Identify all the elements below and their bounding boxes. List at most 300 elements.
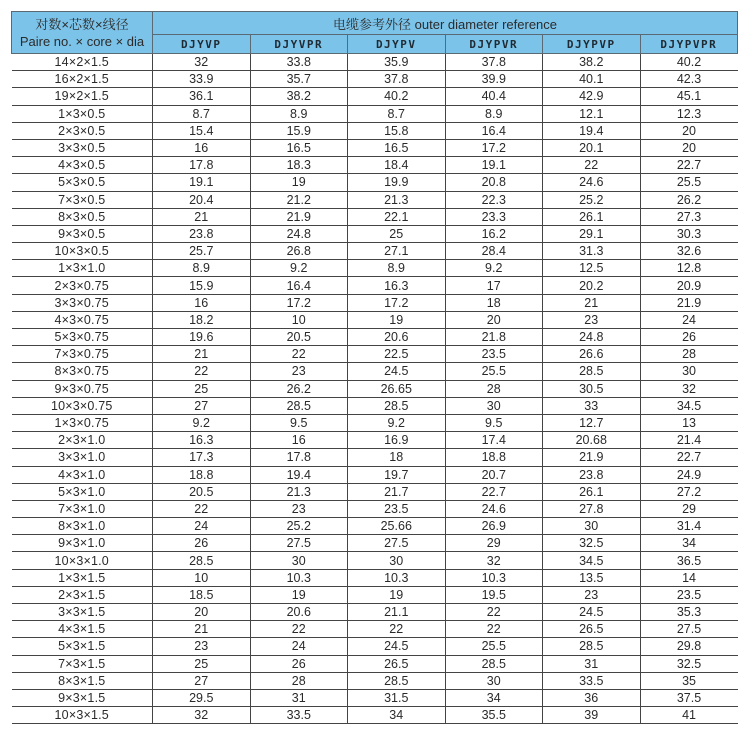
table-row xyxy=(12,449,738,466)
diameter-cell-djypv: 19.7 xyxy=(348,466,446,483)
diameter-cell-djypvpr: 32 xyxy=(640,380,738,397)
diameter-cell-djypv: 18.4 xyxy=(348,157,446,174)
model-header-djypvp: DJYPVP xyxy=(543,35,641,54)
diameter-cell-djyvpr: 10.3 xyxy=(250,569,348,586)
diameter-cell-djyvpr: 22 xyxy=(250,346,348,363)
spec-header-chinese: 对数×芯数×线径 xyxy=(35,16,129,32)
diameter-cell-djypv: 16.5 xyxy=(348,139,446,156)
diameter-cell-djypvpr: 34.5 xyxy=(640,397,738,414)
diameter-cell-djyvp: 17.8 xyxy=(153,157,251,174)
spec-cell: 16×2×1.5 xyxy=(12,71,153,88)
diameter-cell-djypvr: 28.4 xyxy=(445,243,543,260)
diameter-cell-djyvp: 8.9 xyxy=(153,260,251,277)
diameter-cell-djypvr: 22.7 xyxy=(445,483,543,500)
table-row xyxy=(12,105,738,122)
diameter-cell-djypvpr: 32.6 xyxy=(640,243,738,260)
diameter-cell-djyvpr: 27.5 xyxy=(250,535,348,552)
diameter-cell-djyvpr: 33.8 xyxy=(250,54,348,71)
diameter-cell-djypv: 27.1 xyxy=(348,243,446,260)
diameter-cell-djypvr: 24.6 xyxy=(445,500,543,517)
model-header-djypv: DJYPV xyxy=(348,35,446,54)
diameter-cell-djypvpr: 30 xyxy=(640,363,738,380)
diameter-cell-djypvp: 32.5 xyxy=(543,535,641,552)
diameter-cell-djypvr: 19.1 xyxy=(445,157,543,174)
diameter-cell-djypvr: 23.3 xyxy=(445,208,543,225)
spec-cell: 9×3×1.5 xyxy=(12,689,153,706)
diameter-cell-djypv: 24.5 xyxy=(348,638,446,655)
spec-cell: 14×2×1.5 xyxy=(12,54,153,71)
diameter-cell-djyvp: 25.7 xyxy=(153,243,251,260)
diameter-cell-djyvp: 18.2 xyxy=(153,311,251,328)
diameter-cell-djyvpr: 16.5 xyxy=(250,139,348,156)
model-header-djyvp: DJYVP xyxy=(153,35,251,54)
spec-cell: 3×3×0.75 xyxy=(12,294,153,311)
diameter-cell-djyvp: 22 xyxy=(153,500,251,517)
diameter-cell-djyvpr: 18.3 xyxy=(250,157,348,174)
diameter-cell-djyvpr: 20.6 xyxy=(250,604,348,621)
diameter-cell-djypvp: 24.8 xyxy=(543,329,641,346)
model-header-djypvr: DJYPVR xyxy=(445,35,543,54)
diameter-cell-djypvp: 31 xyxy=(543,655,641,672)
diameter-cell-djypvpr: 36.5 xyxy=(640,552,738,569)
diameter-cell-djypv: 26.5 xyxy=(348,655,446,672)
diameter-cell-djyvpr: 19.4 xyxy=(250,466,348,483)
diameter-cell-djypvr: 21.8 xyxy=(445,329,543,346)
diameter-cell-djyvp: 24 xyxy=(153,518,251,535)
cable-diameter-table-container xyxy=(11,11,737,724)
diameter-cell-djyvp: 33.9 xyxy=(153,71,251,88)
diameter-cell-djyvp: 16 xyxy=(153,139,251,156)
diameter-cell-djypvr: 20.8 xyxy=(445,174,543,191)
spec-cell: 4×3×1.0 xyxy=(12,466,153,483)
diameter-cell-djypv: 16.9 xyxy=(348,432,446,449)
diameter-cell-djyvpr: 26 xyxy=(250,655,348,672)
spec-cell: 2×3×1.0 xyxy=(12,432,153,449)
spec-cell: 1×3×0.5 xyxy=(12,105,153,122)
diameter-cell-djyvp: 18.8 xyxy=(153,466,251,483)
diameter-cell-djyvp: 8.7 xyxy=(153,105,251,122)
diameter-cell-djyvpr: 24 xyxy=(250,638,348,655)
diameter-cell-djyvp: 21 xyxy=(153,208,251,225)
diameter-cell-djypvr: 9.5 xyxy=(445,414,543,431)
diameter-cell-djypvp: 27.8 xyxy=(543,500,641,517)
diameter-cell-djypv: 26.65 xyxy=(348,380,446,397)
diameter-cell-djypv: 25 xyxy=(348,225,446,242)
diameter-cell-djypvpr: 35 xyxy=(640,672,738,689)
diameter-cell-djyvpr: 8.9 xyxy=(250,105,348,122)
diameter-cell-djypvp: 30.5 xyxy=(543,380,641,397)
spec-cell: 8×3×1.0 xyxy=(12,518,153,535)
spec-cell: 4×3×0.75 xyxy=(12,311,153,328)
diameter-cell-djypvp: 31.3 xyxy=(543,243,641,260)
diameter-cell-djypvpr: 14 xyxy=(640,569,738,586)
spec-cell: 1×3×0.75 xyxy=(12,414,153,431)
diameter-cell-djypv: 22.5 xyxy=(348,346,446,363)
diameter-cell-djyvp: 16.3 xyxy=(153,432,251,449)
diameter-cell-djyvp: 20 xyxy=(153,604,251,621)
diameter-cell-djypvr: 28.5 xyxy=(445,655,543,672)
table-row xyxy=(12,535,738,552)
spec-cell: 1×3×1.0 xyxy=(12,260,153,277)
diameter-cell-djypvpr: 32.5 xyxy=(640,655,738,672)
diameter-cell-djypvr: 20 xyxy=(445,311,543,328)
model-header-djypvpr: DJYPVPR xyxy=(640,35,738,54)
diameter-cell-djyvpr: 20.5 xyxy=(250,329,348,346)
diameter-cell-djypvr: 18.8 xyxy=(445,449,543,466)
table-row xyxy=(12,346,738,363)
diameter-cell-djypvp: 19.4 xyxy=(543,122,641,139)
diameter-cell-djyvpr: 38.2 xyxy=(250,88,348,105)
diameter-cell-djypvr: 32 xyxy=(445,552,543,569)
diameter-cell-djypvp: 20.1 xyxy=(543,139,641,156)
spec-cell: 5×3×1.0 xyxy=(12,483,153,500)
diameter-cell-djypvpr: 27.3 xyxy=(640,208,738,225)
diameter-cell-djypvr: 16.4 xyxy=(445,122,543,139)
table-row xyxy=(12,363,738,380)
diameter-cell-djypvpr: 37.5 xyxy=(640,689,738,706)
diameter-cell-djypvpr: 22.7 xyxy=(640,157,738,174)
diameter-cell-djypvr: 39.9 xyxy=(445,71,543,88)
diameter-cell-djypvpr: 28 xyxy=(640,346,738,363)
diameter-cell-djypvp: 39 xyxy=(543,707,641,724)
table-row xyxy=(12,655,738,672)
diameter-cell-djypvpr: 34 xyxy=(640,535,738,552)
spec-cell: 9×3×0.75 xyxy=(12,380,153,397)
diameter-cell-djypv: 22.1 xyxy=(348,208,446,225)
diameter-cell-djyvpr: 24.8 xyxy=(250,225,348,242)
diameter-cell-djyvp: 21 xyxy=(153,346,251,363)
table-row xyxy=(12,638,738,655)
diameter-cell-djypvr: 18 xyxy=(445,294,543,311)
cable-diameter-table xyxy=(11,11,738,724)
table-row xyxy=(12,311,738,328)
diameter-cell-djypv: 16.3 xyxy=(348,277,446,294)
table-body xyxy=(12,54,738,724)
diameter-cell-djypvp: 33.5 xyxy=(543,672,641,689)
diameter-cell-djypvp: 33 xyxy=(543,397,641,414)
diameter-cell-djypvpr: 40.2 xyxy=(640,54,738,71)
diameter-cell-djypvr: 29 xyxy=(445,535,543,552)
diameter-cell-djyvpr: 16 xyxy=(250,432,348,449)
diameter-cell-djypvp: 12.7 xyxy=(543,414,641,431)
spec-cell: 7×3×0.75 xyxy=(12,346,153,363)
spec-header-english: Paire no. × core × dia xyxy=(19,33,145,49)
diameter-cell-djypvpr: 45.1 xyxy=(640,88,738,105)
diameter-cell-djypvpr: 22.7 xyxy=(640,449,738,466)
diameter-cell-djypvpr: 23.5 xyxy=(640,586,738,603)
diameter-cell-djypvr: 25.5 xyxy=(445,638,543,655)
diameter-cell-djyvp: 29.5 xyxy=(153,689,251,706)
table-row xyxy=(12,191,738,208)
spec-cell: 10×3×0.75 xyxy=(12,397,153,414)
diameter-cell-djyvp: 25 xyxy=(153,380,251,397)
diameter-cell-djyvpr: 31 xyxy=(250,689,348,706)
diameter-cell-djyvpr: 15.9 xyxy=(250,122,348,139)
diameter-cell-djypvpr: 27.2 xyxy=(640,483,738,500)
table-row xyxy=(12,225,738,242)
table-row xyxy=(12,500,738,517)
table-row xyxy=(12,329,738,346)
diameter-cell-djyvpr: 19 xyxy=(250,174,348,191)
spec-cell: 5×3×0.5 xyxy=(12,174,153,191)
diameter-cell-djypvp: 23 xyxy=(543,586,641,603)
table-row xyxy=(12,71,738,88)
diameter-cell-djypv: 25.66 xyxy=(348,518,446,535)
diameter-cell-djyvp: 32 xyxy=(153,707,251,724)
table-row xyxy=(12,243,738,260)
diameter-cell-djypv: 27.5 xyxy=(348,535,446,552)
diameter-cell-djyvp: 36.1 xyxy=(153,88,251,105)
diameter-cell-djypv: 40.2 xyxy=(348,88,446,105)
spec-cell: 8×3×0.5 xyxy=(12,208,153,225)
diameter-cell-djypvpr: 25.5 xyxy=(640,174,738,191)
diameter-cell-djypvr: 35.5 xyxy=(445,707,543,724)
diameter-cell-djypvpr: 20 xyxy=(640,122,738,139)
diameter-cell-djypvpr: 26.2 xyxy=(640,191,738,208)
table-row xyxy=(12,122,738,139)
diameter-cell-djyvpr: 9.5 xyxy=(250,414,348,431)
spec-cell: 1×3×1.5 xyxy=(12,569,153,586)
diameter-cell-djyvpr: 35.7 xyxy=(250,71,348,88)
diameter-cell-djypvpr: 12.3 xyxy=(640,105,738,122)
diameter-cell-djypvr: 37.8 xyxy=(445,54,543,71)
diameter-cell-djypv: 30 xyxy=(348,552,446,569)
diameter-cell-djypvr: 9.2 xyxy=(445,260,543,277)
diameter-cell-djypvr: 17 xyxy=(445,277,543,294)
diameter-cell-djyvpr: 28.5 xyxy=(250,397,348,414)
diameter-cell-djypvr: 30 xyxy=(445,397,543,414)
diameter-cell-djypvr: 22.3 xyxy=(445,191,543,208)
spec-cell: 5×3×0.75 xyxy=(12,329,153,346)
diameter-cell-djypvp: 20.68 xyxy=(543,432,641,449)
table-row xyxy=(12,157,738,174)
table-row xyxy=(12,432,738,449)
table-header xyxy=(12,12,738,54)
diameter-cell-djypvp: 36 xyxy=(543,689,641,706)
spec-cell: 10×3×1.5 xyxy=(12,707,153,724)
diameter-cell-djypvr: 22 xyxy=(445,604,543,621)
diameter-cell-djypvp: 40.1 xyxy=(543,71,641,88)
table-row xyxy=(12,277,738,294)
diameter-cell-djypv: 23.5 xyxy=(348,500,446,517)
table-row xyxy=(12,483,738,500)
diameter-cell-djyvp: 21 xyxy=(153,621,251,638)
spec-cell: 19×2×1.5 xyxy=(12,88,153,105)
spec-cell: 8×3×1.5 xyxy=(12,672,153,689)
diameter-cell-djyvp: 27 xyxy=(153,672,251,689)
diameter-cell-djypv: 35.9 xyxy=(348,54,446,71)
diameter-cell-djyvp: 23 xyxy=(153,638,251,655)
model-header-djyvpr: DJYVPR xyxy=(250,35,348,54)
diameter-cell-djypvp: 26.6 xyxy=(543,346,641,363)
table-row xyxy=(12,689,738,706)
diameter-cell-djyvpr: 16.4 xyxy=(250,277,348,294)
diameter-cell-djypvp: 26.1 xyxy=(543,208,641,225)
table-row xyxy=(12,260,738,277)
diameter-cell-djypvp: 28.5 xyxy=(543,638,641,655)
diameter-cell-djypvpr: 29.8 xyxy=(640,638,738,655)
spec-cell: 3×3×1.0 xyxy=(12,449,153,466)
diameter-cell-djypvpr: 35.3 xyxy=(640,604,738,621)
table-row xyxy=(12,397,738,414)
diameter-cell-djypvp: 23 xyxy=(543,311,641,328)
diameter-cell-djypvr: 20.7 xyxy=(445,466,543,483)
diameter-cell-djypvp: 30 xyxy=(543,518,641,535)
diameter-cell-djypvp: 38.2 xyxy=(543,54,641,71)
diameter-cell-djyvp: 25 xyxy=(153,655,251,672)
diameter-cell-djyvpr: 23 xyxy=(250,363,348,380)
diameter-cell-djyvp: 16 xyxy=(153,294,251,311)
diameter-cell-djypvr: 19.5 xyxy=(445,586,543,603)
diameter-cell-djyvp: 20.4 xyxy=(153,191,251,208)
diameter-cell-djypv: 10.3 xyxy=(348,569,446,586)
spec-cell: 3×3×1.5 xyxy=(12,604,153,621)
table-row xyxy=(12,707,738,724)
diameter-cell-djypv: 15.8 xyxy=(348,122,446,139)
diameter-cell-djypvpr: 26 xyxy=(640,329,738,346)
spec-cell: 2×3×1.5 xyxy=(12,586,153,603)
diameter-cell-djypvr: 22 xyxy=(445,621,543,638)
diameter-cell-djyvp: 19.6 xyxy=(153,329,251,346)
diameter-cell-djypvr: 28 xyxy=(445,380,543,397)
diameter-cell-djyvp: 9.2 xyxy=(153,414,251,431)
diameter-cell-djyvpr: 21.9 xyxy=(250,208,348,225)
diameter-cell-djypvp: 21.9 xyxy=(543,449,641,466)
diameter-cell-djypvr: 17.4 xyxy=(445,432,543,449)
diameter-cell-djypvpr: 24.9 xyxy=(640,466,738,483)
diameter-cell-djypvp: 12.1 xyxy=(543,105,641,122)
diameter-cell-djypv: 9.2 xyxy=(348,414,446,431)
diameter-cell-djypv: 28.5 xyxy=(348,397,446,414)
diameter-cell-djypvr: 23.5 xyxy=(445,346,543,363)
diameter-cell-djyvp: 22 xyxy=(153,363,251,380)
table-row xyxy=(12,88,738,105)
diameter-cell-djypvp: 26.5 xyxy=(543,621,641,638)
diameter-cell-djyvpr: 21.2 xyxy=(250,191,348,208)
diameter-cell-djyvp: 10 xyxy=(153,569,251,586)
table-row xyxy=(12,466,738,483)
spec-cell: 4×3×0.5 xyxy=(12,157,153,174)
diameter-cell-djyvp: 32 xyxy=(153,54,251,71)
diameter-cell-djypv: 8.7 xyxy=(348,105,446,122)
diameter-cell-djypvpr: 30.3 xyxy=(640,225,738,242)
diameter-cell-djypvp: 12.5 xyxy=(543,260,641,277)
spec-cell: 3×3×0.5 xyxy=(12,139,153,156)
diameter-cell-djyvp: 17.3 xyxy=(153,449,251,466)
table-row xyxy=(12,604,738,621)
diameter-cell-djyvp: 26 xyxy=(153,535,251,552)
diameter-cell-djypvr: 30 xyxy=(445,672,543,689)
diameter-cell-djypvr: 16.2 xyxy=(445,225,543,242)
diameter-cell-djypv: 19 xyxy=(348,311,446,328)
spec-cell: 10×3×1.0 xyxy=(12,552,153,569)
diameter-cell-djyvpr: 33.5 xyxy=(250,707,348,724)
spec-cell: 10×3×0.5 xyxy=(12,243,153,260)
diameter-cell-djypv: 20.6 xyxy=(348,329,446,346)
diameter-cell-djypv: 17.2 xyxy=(348,294,446,311)
diameter-cell-djyvp: 20.5 xyxy=(153,483,251,500)
diameter-cell-djypvp: 13.5 xyxy=(543,569,641,586)
spec-cell: 4×3×1.5 xyxy=(12,621,153,638)
diameter-cell-djyvpr: 10 xyxy=(250,311,348,328)
diameter-cell-djyvp: 28.5 xyxy=(153,552,251,569)
table-row xyxy=(12,672,738,689)
diameter-cell-djyvp: 18.5 xyxy=(153,586,251,603)
table-row xyxy=(12,552,738,569)
diameter-cell-djyvp: 19.1 xyxy=(153,174,251,191)
diameter-cell-djypvpr: 27.5 xyxy=(640,621,738,638)
diameter-cell-djypvp: 24.6 xyxy=(543,174,641,191)
diameter-cell-djypvp: 28.5 xyxy=(543,363,641,380)
diameter-cell-djypv: 24.5 xyxy=(348,363,446,380)
diameter-cell-djyvpr: 25.2 xyxy=(250,518,348,535)
table-row xyxy=(12,54,738,71)
diameter-cell-djypvr: 10.3 xyxy=(445,569,543,586)
diameter-cell-djypvpr: 41 xyxy=(640,707,738,724)
diameter-cell-djypvp: 24.5 xyxy=(543,604,641,621)
table-row xyxy=(12,294,738,311)
diameter-cell-djyvpr: 30 xyxy=(250,552,348,569)
diameter-cell-djypv: 19.9 xyxy=(348,174,446,191)
diameter-cell-djyvpr: 9.2 xyxy=(250,260,348,277)
diameter-cell-djyvpr: 22 xyxy=(250,621,348,638)
spec-cell: 2×3×0.5 xyxy=(12,122,153,139)
diameter-cell-djypvr: 40.4 xyxy=(445,88,543,105)
diameter-cell-djypvp: 25.2 xyxy=(543,191,641,208)
diameter-cell-djypv: 21.7 xyxy=(348,483,446,500)
diameter-cell-djyvpr: 26.2 xyxy=(250,380,348,397)
diameter-cell-djypv: 31.5 xyxy=(348,689,446,706)
diameter-cell-djypvpr: 13 xyxy=(640,414,738,431)
diameter-cell-djyvp: 15.4 xyxy=(153,122,251,139)
diameter-cell-djyvpr: 23 xyxy=(250,500,348,517)
diameter-cell-djypvp: 42.9 xyxy=(543,88,641,105)
diameter-cell-djyvpr: 19 xyxy=(250,586,348,603)
table-row xyxy=(12,139,738,156)
diameter-cell-djypvpr: 42.3 xyxy=(640,71,738,88)
spec-cell: 5×3×1.5 xyxy=(12,638,153,655)
spec-column-header xyxy=(12,12,153,54)
diameter-cell-djypvpr: 29 xyxy=(640,500,738,517)
table-row xyxy=(12,174,738,191)
table-row xyxy=(12,380,738,397)
diameter-cell-djyvp: 15.9 xyxy=(153,277,251,294)
diameter-cell-djypvp: 22 xyxy=(543,157,641,174)
diameter-cell-djypv: 21.3 xyxy=(348,191,446,208)
diameter-cell-djypvr: 17.2 xyxy=(445,139,543,156)
spec-cell: 7×3×1.0 xyxy=(12,500,153,517)
diameter-cell-djypv: 8.9 xyxy=(348,260,446,277)
diameter-cell-djypvpr: 12.8 xyxy=(640,260,738,277)
spec-cell: 2×3×0.75 xyxy=(12,277,153,294)
diameter-cell-djypv: 28.5 xyxy=(348,672,446,689)
spec-cell: 7×3×1.5 xyxy=(12,655,153,672)
diameter-cell-djyvp: 23.8 xyxy=(153,225,251,242)
diameter-cell-djypvpr: 20 xyxy=(640,139,738,156)
diameter-cell-djyvpr: 26.8 xyxy=(250,243,348,260)
spec-cell: 9×3×1.0 xyxy=(12,535,153,552)
spec-cell: 8×3×0.75 xyxy=(12,363,153,380)
diameter-cell-djypvp: 20.2 xyxy=(543,277,641,294)
table-row xyxy=(12,569,738,586)
diameter-cell-djypvr: 34 xyxy=(445,689,543,706)
diameter-cell-djypvp: 23.8 xyxy=(543,466,641,483)
diameter-cell-djypvp: 21 xyxy=(543,294,641,311)
diameter-cell-djypvpr: 24 xyxy=(640,311,738,328)
table-row xyxy=(12,621,738,638)
diameter-cell-djypv: 22 xyxy=(348,621,446,638)
table-row xyxy=(12,586,738,603)
